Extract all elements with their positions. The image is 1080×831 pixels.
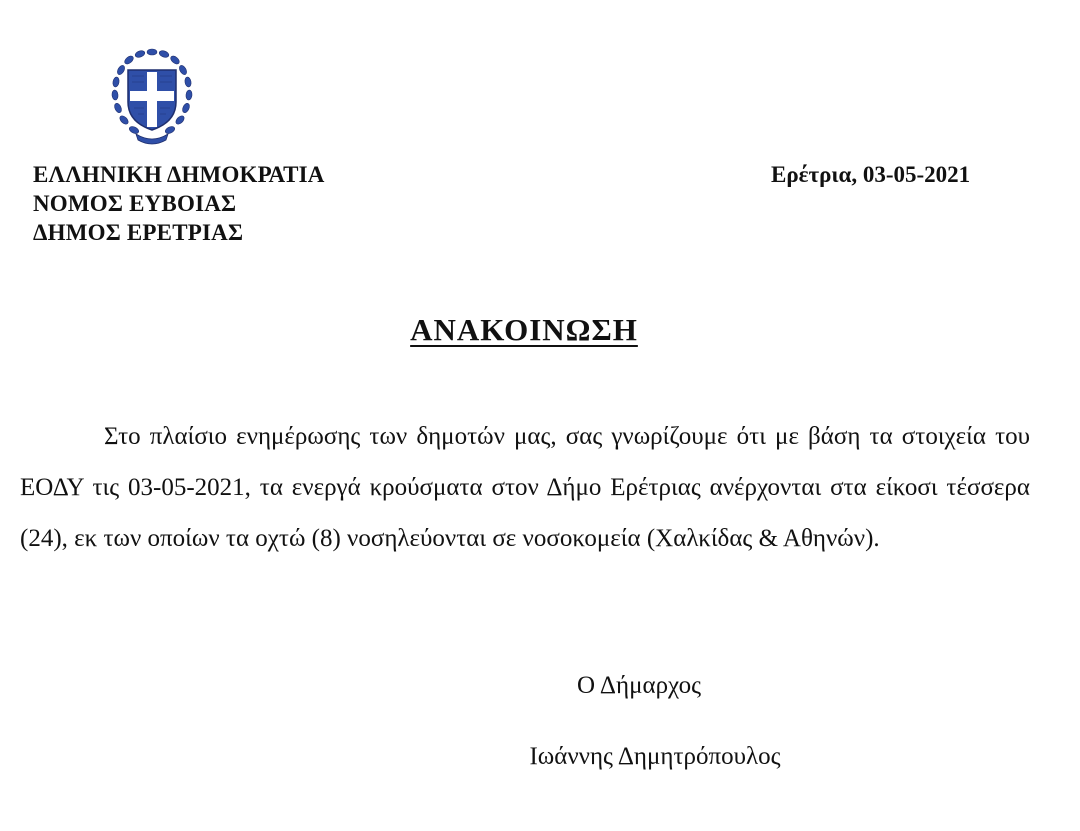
announcement-body: Στο πλαίσιο ενημέρωσης των δημοτών μας, σας γνωρίζουμε ότι με βάση τα στοιχεία του ΕΟΔΥ τις 03-05-2021, τα ενεργά κρούσματα στον Δήμο Ερέτριας ανέρχονται στα είκοσι τέσσερα (24), εκ των οποίων τα οχτώ (8) νοσηλεύονται σε νοσοκομεία (Χαλκίδας & Αθηνών). <box>20 423 1030 552</box>
issuer-municipality: ΔΗΜΟΣ ΕΡΕΤΡΙΑΣ <box>33 220 244 245</box>
issuer-prefecture: ΝΟΜΟΣ ΕΥΒΟΙΑΣ <box>33 191 237 216</box>
issuer-block <box>33 160 325 247</box>
document-title-text: ΑΝΑΚΟΙΝΩΣΗ <box>410 312 638 347</box>
document-title <box>0 312 1048 348</box>
issuer-country: ΕΛΛΗΝΙΚΗ ΔΗΜΟΚΡΑΤΙΑ <box>33 162 325 187</box>
place-date: Ερέτρια, 03-05-2021 <box>771 162 971 187</box>
signature-name: Ιωάννης Δημητρόπουλος <box>529 743 781 770</box>
signature-title: Ο Δήμαρχος <box>577 672 701 699</box>
greek-coat-of-arms-icon <box>96 44 208 148</box>
